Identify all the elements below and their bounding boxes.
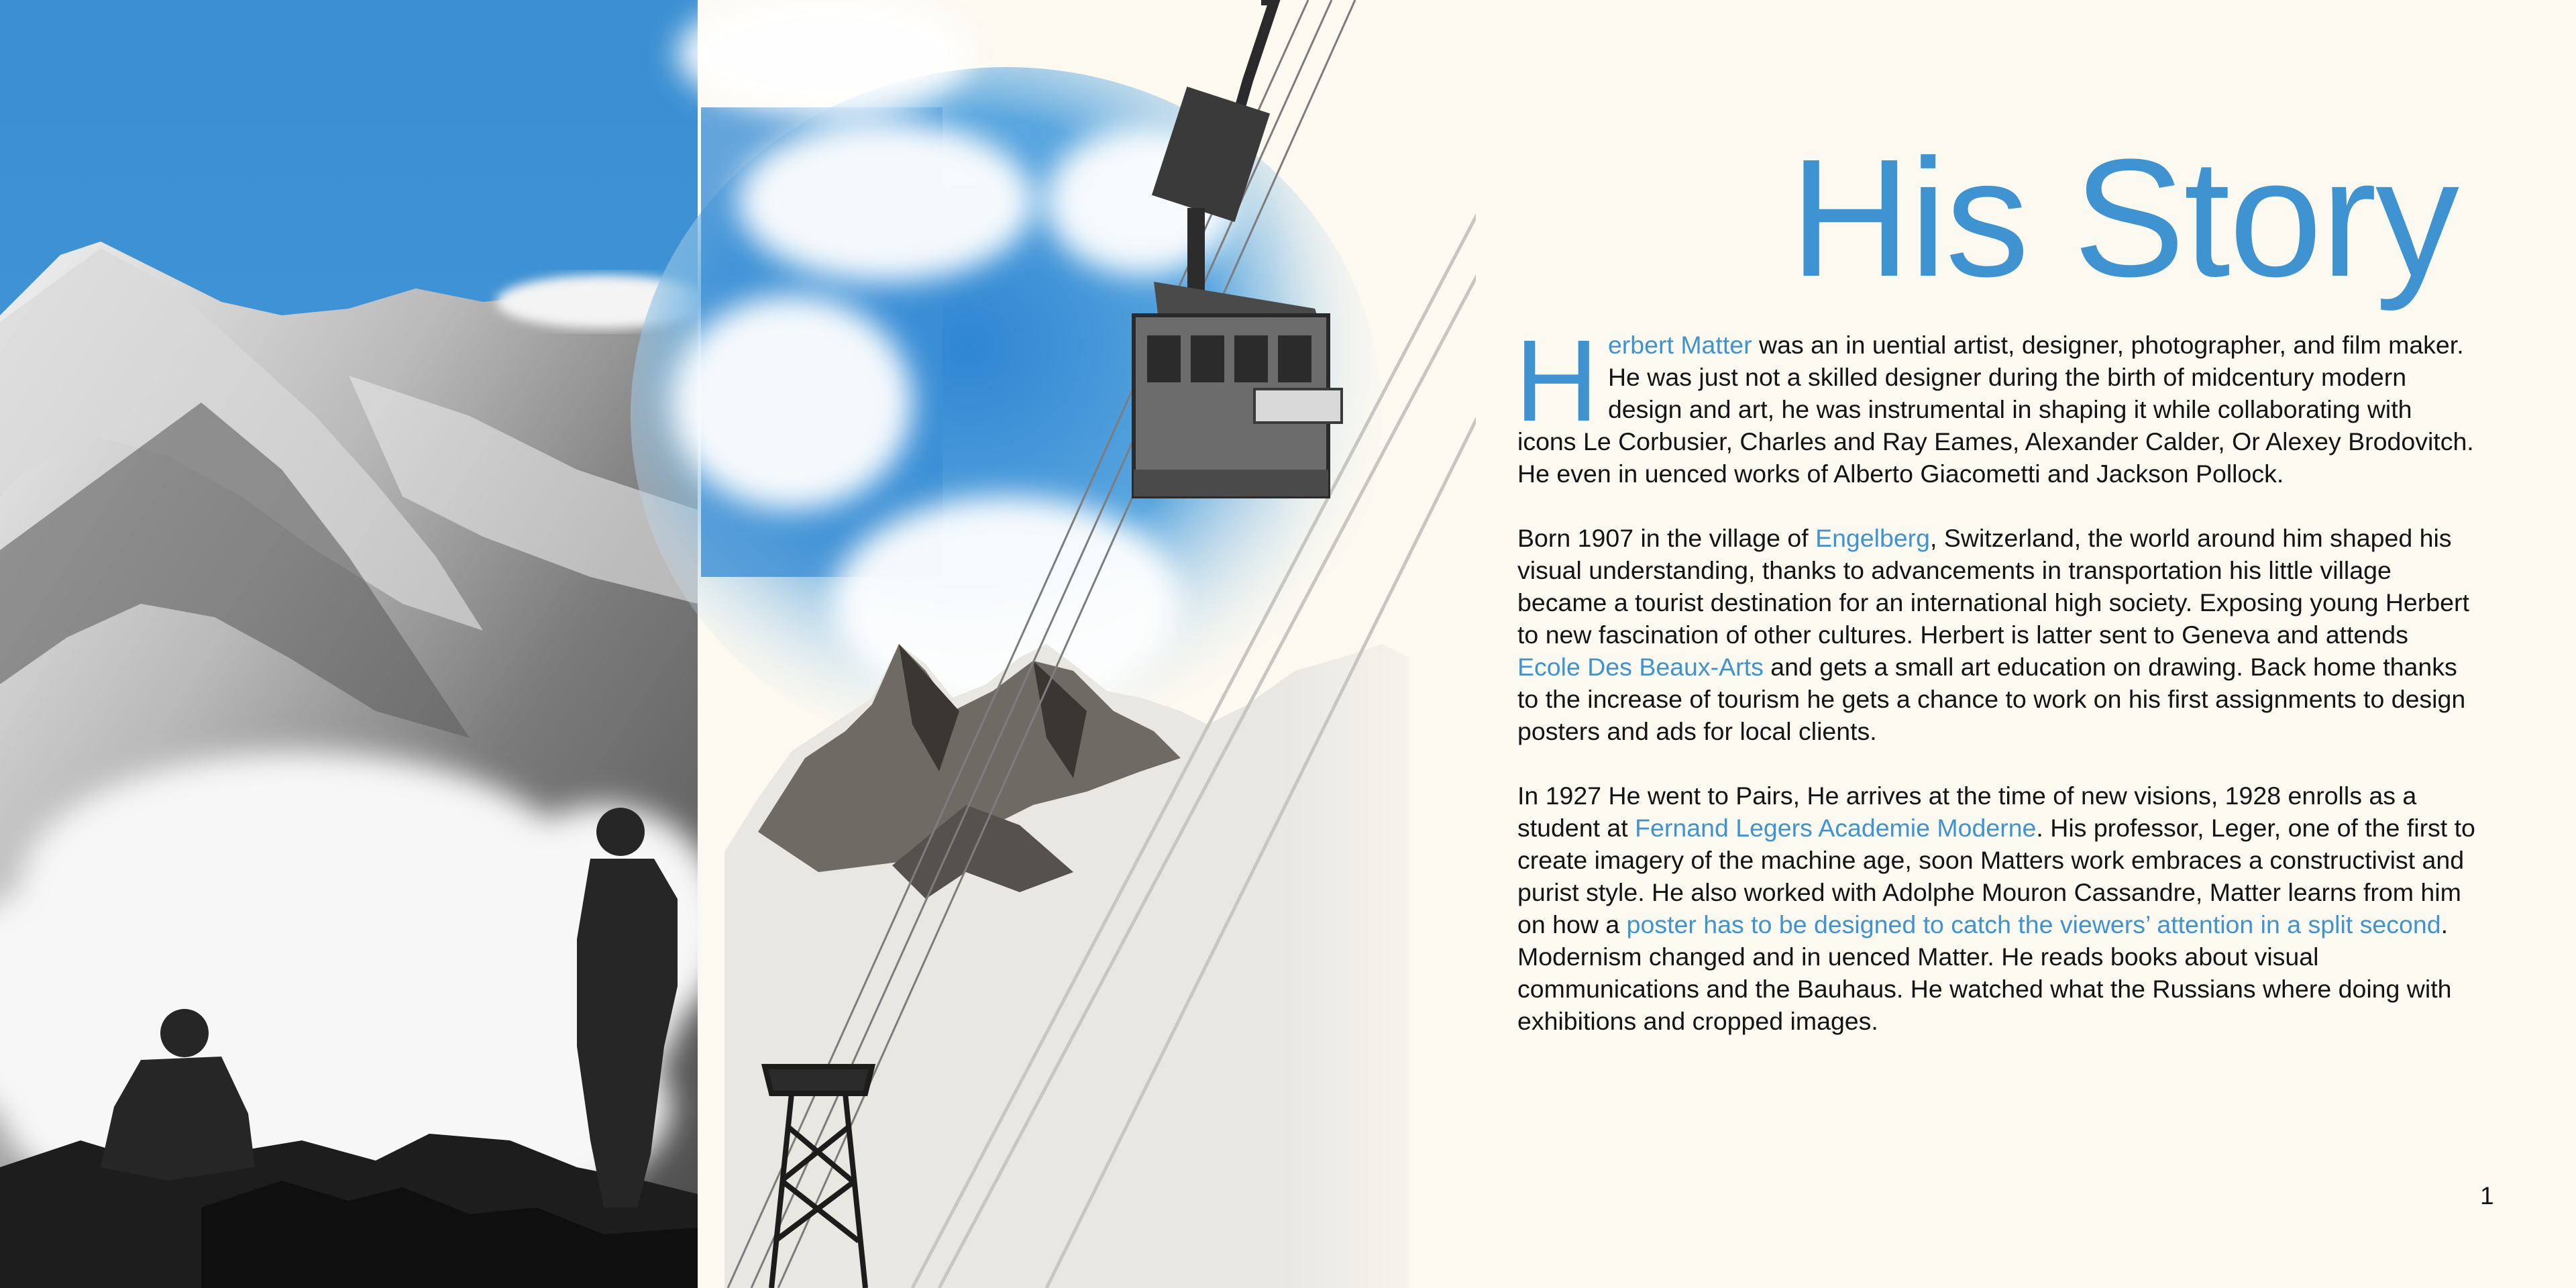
name-highlight: erbert Matter: [1607, 331, 1752, 359]
paragraph-2: [1517, 522, 2477, 747]
paragraph-text: , Switzerland, the world around him shaped his visual understanding, thanks to advancements in transportation his little village became a tourist destination for an international high society. Exposing young Herbert to new fascination of other cultures. Herbert is latter sent to Geneva and attends: [1517, 524, 2469, 649]
paragraph-text: . His professor, Leger, one of the first to create imagery of the machine age, soon Matters work embraces a constructivist and purist style. He also worked with Adolphe Mouron Cassandre, Matter learns from him on how a: [1517, 814, 2475, 938]
cable-car-photo: [631, 0, 1476, 1288]
highlight-academie: Fernand Legers Academie Moderne: [1635, 814, 2037, 842]
paragraph-1: [1515, 315, 2477, 490]
paragraph-text: Born 1907 in the village of: [1517, 524, 1816, 552]
paragraph-text: . Modernism changed and in uenced Matter. He reads books about visual communications and the Bauhaus. He watched what the Russians where doing with exhibitions and cropped images.: [1517, 910, 2452, 1035]
page-title: His Story: [1789, 124, 2458, 311]
story-body: [1515, 315, 2477, 1069]
paragraph-text: and gets a small art education on drawing. Back home thanks to the increase of tourism he gets a chance to work on his first assignments to design posters and ads for local clients.: [1517, 653, 2466, 745]
paragraph-text: was an in uential artist, designer, photographer, and film maker. He was just not a skilled designer during the birth of midcentury modern design and art, he was instrumental in shaping it while collaborating with icons Le Corbusier, Charles and Ray Eames, Alexander Calder, Or Alexey Brodovitch. He even in uenced works of Alberto Giacometti and Jackson Pollock.: [1517, 331, 2474, 488]
highlight-poster-quote: poster has to be designed to catch the viewers’ attention in a split second: [1626, 910, 2441, 938]
page-number: 1: [2480, 1182, 2494, 1210]
paragraph-text: In 1927 He went to Pairs, He arrives at the time of new visions, 1928 enrolls as a student at: [1517, 782, 2417, 842]
paragraph-3: [1517, 780, 2477, 1037]
highlight-engelberg: Engelberg: [1815, 524, 1931, 552]
drop-cap: H: [1515, 315, 1599, 445]
highlight-ecole: Ecole Des Beaux-Arts: [1517, 653, 1764, 681]
mountain-photo: [0, 0, 724, 1288]
